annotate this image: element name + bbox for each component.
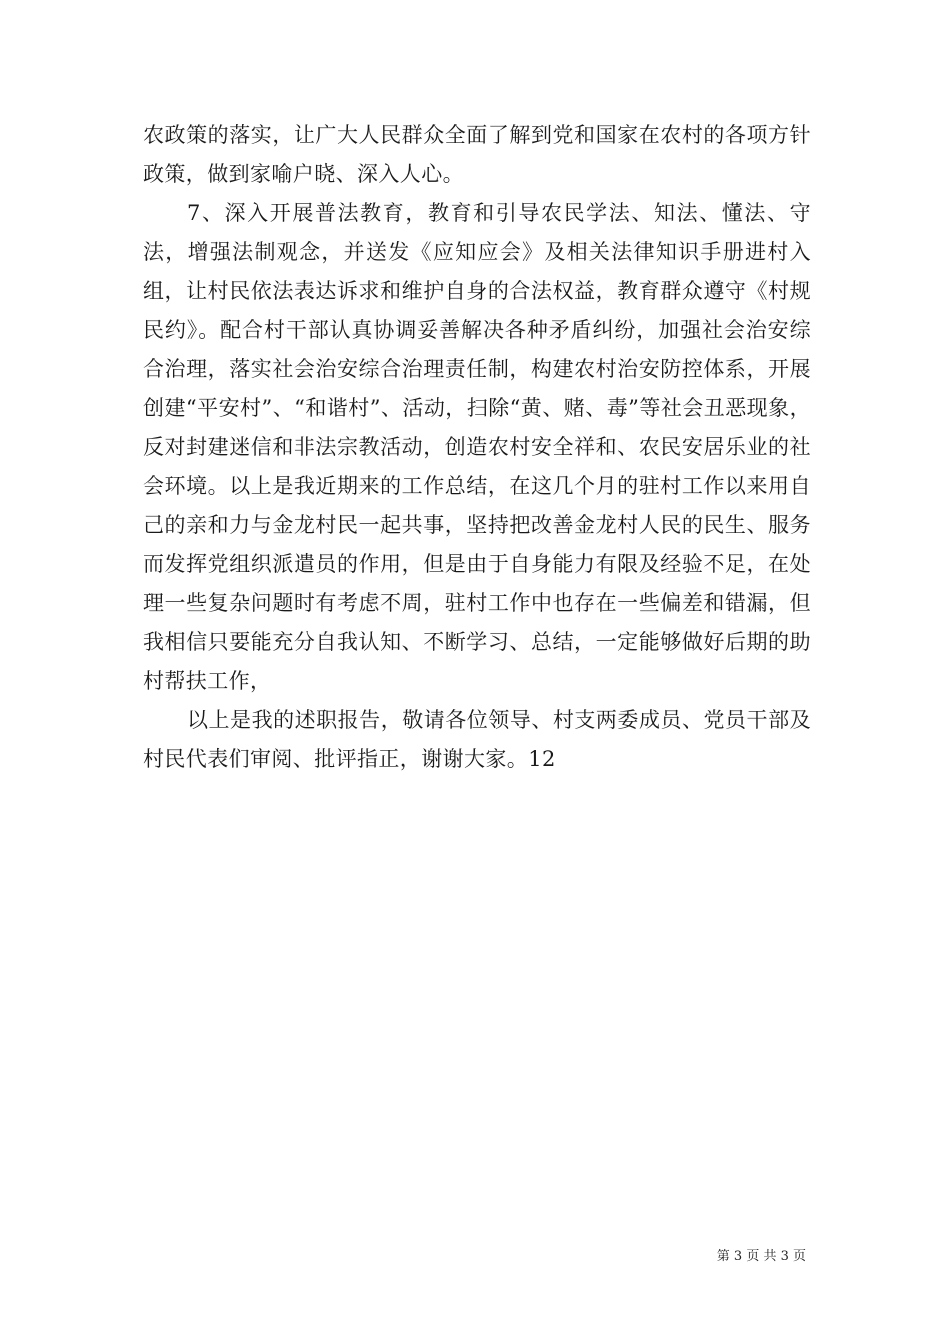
paragraph-2: 7、深入开展普法教育，教育和引导农民学法、知法、懂法、守法，增强法制观念，并送发《应知应会》及相关法律知识手册进村入组，让村民依法表达诉求和维护自身的合法权益，教育群众遵守《村规民约》。配合村干部认真协调妥善解决各种矛盾纠纷，加强社会治安综合治理，落实社会治安综合治理责任制，构建农村治安防控体系，开展创建“平安村”、“和谐村”、活动，扫除“黄、赌、毒”等社会丑恶现象，反对封建迷信和非法宗教活动，创造农村安全祥和、农民安居乐业的社会环境。以上是我近期来的工作总结，在这几个月的驻村工作以来用自己的亲和力与金龙村民一起共事，坚持把改善金龙村人民的民生、服务而发挥党组织派遣员的作用，但是由于自身能力有限及经验不足，在处理一些复杂问题时有考虑不周，驻村工作中也存在一些偏差和错漏，但我相信只要能充分自我认知、不断学习、总结，一定能够做好后期的助村帮扶工作， — [143, 201, 811, 693]
paragraph-3: 以上是我的述职报告，敬请各位领导、村支两委成员、党员干部及村民代表们审阅、批评指正，谢谢大家。12 — [143, 708, 811, 771]
paragraph-1: 农政策的落实，让广大人民群众全面了解到党和国家在农村的各项方针政策，做到家喻户晓、深入人心。 — [143, 123, 811, 186]
document-body — [143, 116, 811, 779]
page-number-footer: 第 3 页 共 3 页 — [716, 1249, 806, 1264]
